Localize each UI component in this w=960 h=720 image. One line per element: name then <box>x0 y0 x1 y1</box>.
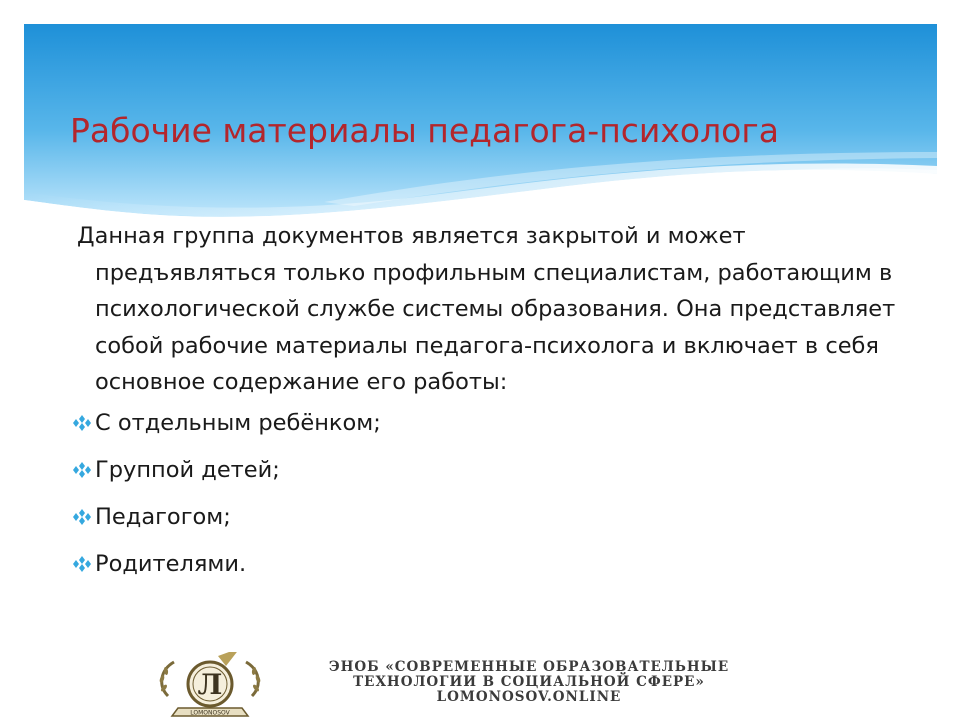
bullet-text: Группой детей; <box>95 456 280 483</box>
footer-logo <box>148 652 788 720</box>
lomonosov-emblem-icon <box>148 652 272 720</box>
bullet-item <box>68 499 928 536</box>
emblem-letter: Л <box>197 668 223 701</box>
diamond-bullet-icon <box>72 462 92 478</box>
diamond-bullet-icon <box>72 556 92 572</box>
bullet-text: Родителями. <box>95 550 247 577</box>
footer-caption <box>274 660 784 705</box>
intro-paragraph: Данная группа документов является закрытой и может предъявляться только профильным специалистам, работающим в психологической службе системы образования. Она представляет собой рабочие материалы педагога-психолога и включает в себя основное содержание его работы: <box>77 223 896 395</box>
bullet-text: Педагогом; <box>95 503 231 530</box>
slide-title: Рабочие материалы педагога-психолога <box>70 111 779 150</box>
footer-line-2: ТЕХНОЛОГИИ В СОЦИАЛЬНОЙ СФЕРЕ» <box>353 674 705 690</box>
bullet-item <box>68 546 928 583</box>
footer-line-1: ЭНОБ «СОВРЕМЕННЫЕ ОБРАЗОВАТЕЛЬНЫЕ <box>328 659 730 675</box>
footer-line-3: LOMONOSOV.ONLINE <box>436 689 622 705</box>
diamond-bullet-icon <box>72 415 92 431</box>
slide-body <box>68 218 928 582</box>
bullet-item <box>68 405 928 442</box>
diamond-bullet-icon <box>72 509 92 525</box>
emblem-banner-text: LOMONOSOV <box>190 709 230 717</box>
bullet-list <box>68 405 928 583</box>
bullet-text: С отдельным ребёнком; <box>95 409 381 436</box>
bullet-item <box>68 452 928 489</box>
